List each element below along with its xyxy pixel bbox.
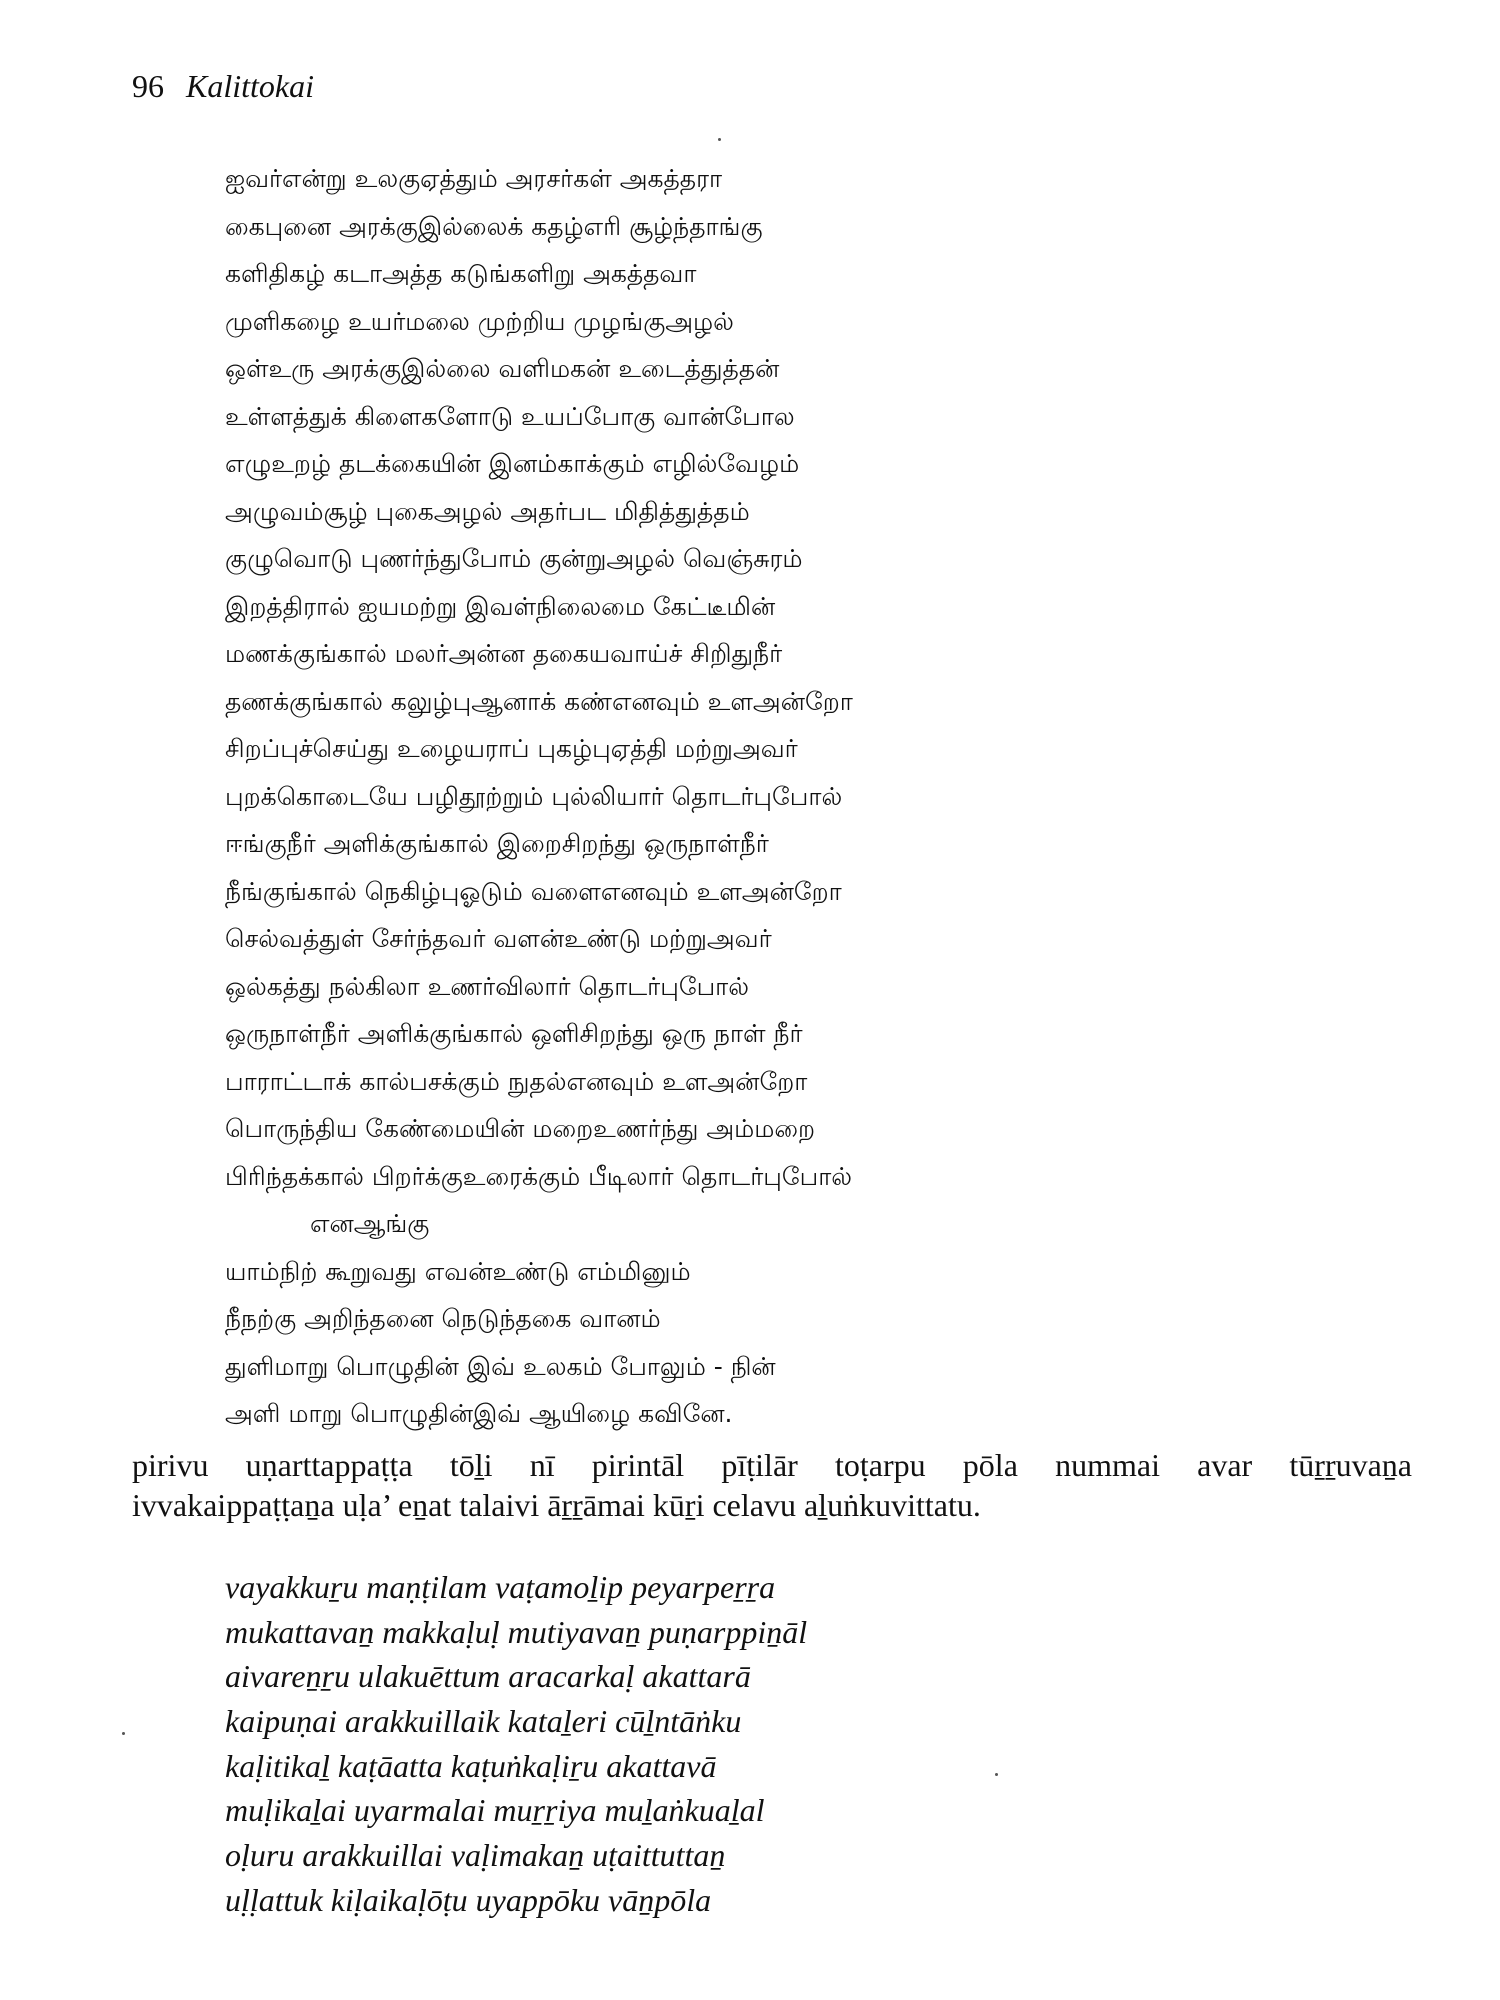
verse-line: பாராட்டாக் கால்பசக்கும் நுதல்எனவும் உளஅன்றோ [225,1066,808,1096]
translit-line: kaipuṇai arakkuillaik kataḻeri cūḻntāṅku [225,1703,742,1740]
translit-line: mukattavaṉ makkaḷuḷ mutiyavaṉ puṇarppiṉāl [225,1613,808,1650]
translit-line: kaḷitikaḻ kaṭāatta kaṭuṅkaḷiṟu akattavā [225,1747,717,1784]
verse-line: ஒருநாள்நீர் அளிக்குங்கால் ஒளிசிறந்து ஒரு நாள் நீர் [225,1019,803,1048]
verse-line: யாம்நிற் கூறுவது எவன்உண்டு எம்மினும் [225,1256,691,1286]
scan-speck [122,1732,125,1735]
tamil-verse [225,155,853,1438]
prose-line: pirivu uṇarttappaṭṭa tōḻi nī pirintāl pīṭilār toṭarpu pōla nummai avar tūṟṟuvaṉa [132,1447,1412,1483]
translit-line: muḷikaḻai uyarmalai muṟṟiya muḻaṅkuaḻal [225,1792,765,1829]
verse-line: உள்ளத்துக் கிளைகளோடு உயப்போகு வான்போல [225,401,795,431]
page-header [132,66,314,106]
running-title: Kalittokai [186,68,314,104]
verse-line: கைபுனை அரக்குஇல்லைக் கதழ்எரி சூழ்ந்தாங்கு [225,211,763,241]
verse-line: அளி மாறு பொழுதின்இவ் ஆயிழை கவினே. [225,1399,733,1428]
verse-line: துளிமாறு பொழுதின் இவ் உலகம் போலும் - நின் [225,1351,776,1381]
verse-line: ஒல்கத்து நல்கிலா உணர்விலார் தொடர்புபோல் [225,971,749,1001]
verse-line: ஒள்உரு அரக்குஇல்லை வளிமகன் உடைத்துத்தன் [225,354,780,383]
translit-line: uḷḷattuk kiḷaikaḷōṭu uyappōku vāṉpōla [225,1881,712,1918]
translit-line: oḷuru arakkuillai vaḷimakaṉ uṭaittuttaṉ [225,1837,726,1874]
scan-speck [718,138,721,141]
verse-line: ஐவர்என்று உலகுஏத்தும் அரசர்கள் அகத்தரா [225,164,723,193]
verse-line: அழுவம்சூழ் புகைஅழல் அதர்பட மிதித்துத்தம் [225,496,750,526]
prose-line: ivvakaippaṭṭaṉa uḷa’ eṉat talaivi āṟṟāmai kūṟi celavu aḻuṅkuvittatu. [132,1487,981,1523]
verse-line: சிறப்புச்செய்து உழையராப் புகழ்புஏத்தி மற்றுஅவர் [225,734,798,763]
translit-line: vayakkuṟu maṇṭilam vaṭamoḻip peyarpeṟṟa [225,1569,776,1605]
verse-line: மணக்குங்கால் மலர்அன்ன தகையவாய்ச் சிறிதுநீர் [225,639,783,668]
verse-line: நீங்குங்கால் நெகிழ்புஓடும் வளைஎனவும் உளஅன்றோ [225,876,842,906]
verse-line-indented: எனஆங்கு [310,1209,430,1238]
verse-line: களிதிகழ் கடாஅத்த கடுங்களிறு அகத்தவா [225,259,697,288]
verse-line: பொருந்திய கேண்மையின் மறைஉணர்ந்து அம்மறை [225,1114,816,1143]
translit-line: aivareṉṟu ulakuēttum aracarkaḷ akattarā [225,1658,751,1695]
verse-line: தணக்குங்கால் கலுழ்புஆனாக் கண்எனவும் உளஅன்றோ [225,686,853,716]
verse-line: முளிகழை உயர்மலை முற்றிய முழங்குஅழல் [225,306,734,336]
prose-paragraph [132,1445,1412,1525]
verse-line: புறக்கொடையே பழிதூற்றும் புல்லியார் தொடர்புபோல் [225,781,843,811]
transliterated-verse [225,1565,807,1923]
verse-line: பிரிந்தக்கால் பிறர்க்குஉரைக்கும் பீடிலார் தொடர்புபோல் [225,1161,853,1191]
page-number: 96 [132,68,164,104]
verse-line: எழுஉறழ் தடக்கையின் இனம்காக்கும் எழில்வேழம் [225,449,800,478]
verse-line: செல்வத்துள் சேர்ந்தவர் வளன்உண்டு மற்றுஅவர் [225,924,772,953]
verse-line: குழுவொடு புணர்ந்துபோம் குன்றுஅழல் வெஞ்சுரம் [225,544,803,573]
verse-line: நீநற்கு அறிந்தனை நெடுந்தகை வானம் [225,1304,661,1333]
scan-speck [995,1773,998,1776]
verse-line: ஈங்குநீர் அளிக்குங்கால் இறைசிறந்து ஒருநாள்நீர் [225,829,769,858]
verse-line: இறத்திரால் ஐயமற்று இவள்நிலைமை கேட்டீமின் [225,591,776,621]
